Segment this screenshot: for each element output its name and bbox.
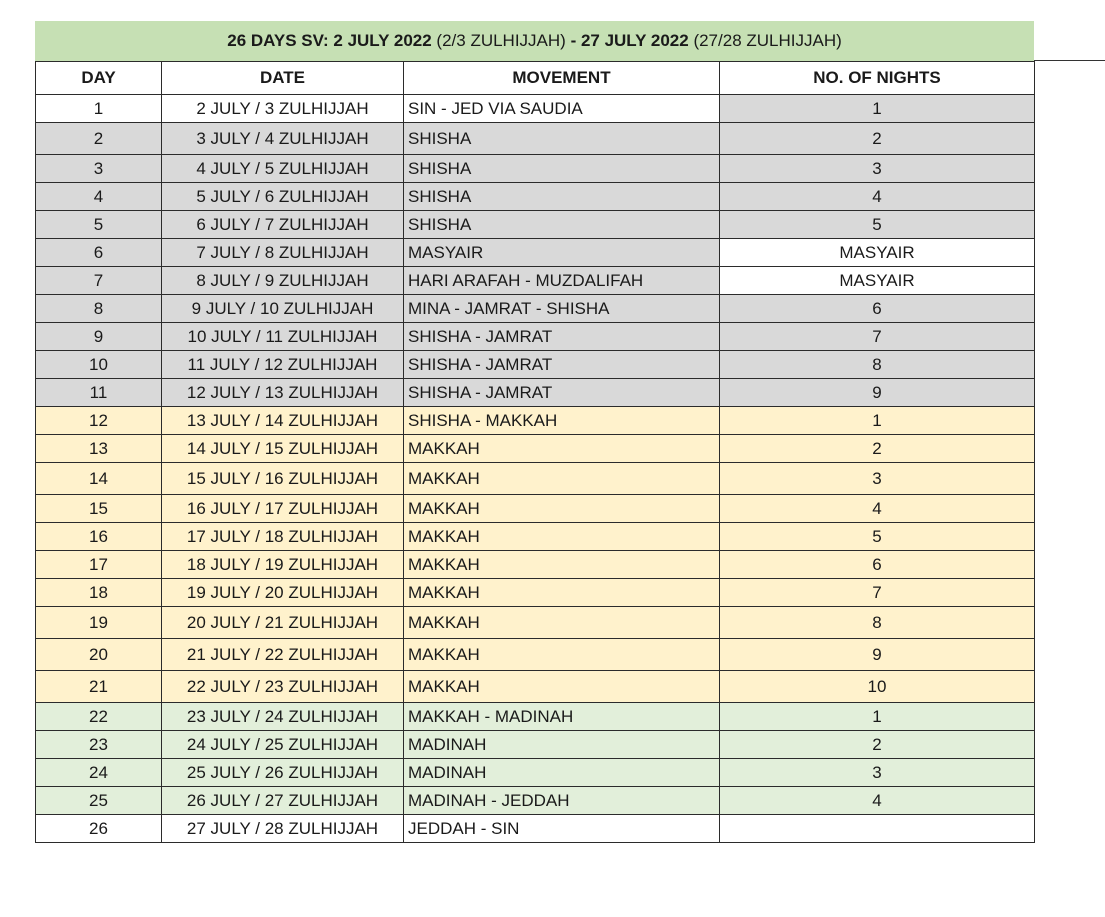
date-cell: 21 JULY / 22 ZULHIJJAH [162, 639, 404, 671]
table-row [36, 731, 1035, 759]
table-row [36, 435, 1035, 463]
movement-cell: MAKKAH [404, 639, 720, 671]
day-cell: 12 [36, 407, 162, 435]
date-cell: 6 JULY / 7 ZULHIJJAH [162, 211, 404, 239]
table-row [36, 671, 1035, 703]
nights-cell: 9 [720, 639, 1035, 671]
day-cell: 21 [36, 671, 162, 703]
table-row [36, 211, 1035, 239]
day-cell: 18 [36, 579, 162, 607]
movement-cell: MASYAIR [404, 239, 720, 267]
date-cell: 10 JULY / 11 ZULHIJJAH [162, 323, 404, 351]
table-row [36, 495, 1035, 523]
date-cell: 2 JULY / 3 ZULHIJJAH [162, 95, 404, 123]
day-cell: 9 [36, 323, 162, 351]
itinerary-sheet [35, 21, 1034, 843]
nights-cell: 2 [720, 123, 1035, 155]
nights-cell: 2 [720, 435, 1035, 463]
date-cell: 9 JULY / 10 ZULHIJJAH [162, 295, 404, 323]
date-cell: 15 JULY / 16 ZULHIJJAH [162, 463, 404, 495]
table-row [36, 155, 1035, 183]
date-cell: 16 JULY / 17 ZULHIJJAH [162, 495, 404, 523]
nights-cell: 5 [720, 523, 1035, 551]
nights-cell: 2 [720, 731, 1035, 759]
table-row [36, 239, 1035, 267]
date-cell: 11 JULY / 12 ZULHIJJAH [162, 351, 404, 379]
nights-cell: 3 [720, 155, 1035, 183]
day-cell: 20 [36, 639, 162, 671]
movement-cell: MAKKAH [404, 463, 720, 495]
itinerary-title [35, 21, 1034, 61]
nights-cell: 1 [720, 407, 1035, 435]
movement-cell: SHISHA - MAKKAH [404, 407, 720, 435]
nights-cell: 6 [720, 551, 1035, 579]
table-row [36, 551, 1035, 579]
movement-cell: MADINAH [404, 759, 720, 787]
title-start-date: 26 DAYS SV: 2 JULY 2022 [227, 31, 432, 50]
day-cell: 7 [36, 267, 162, 295]
movement-cell: SHISHA - JAMRAT [404, 379, 720, 407]
table-row [36, 295, 1035, 323]
nights-cell: 8 [720, 351, 1035, 379]
day-cell: 4 [36, 183, 162, 211]
movement-cell: MAKKAH - MADINAH [404, 703, 720, 731]
table-row [36, 123, 1035, 155]
table-row [36, 323, 1035, 351]
movement-cell: MINA - JAMRAT - SHISHA [404, 295, 720, 323]
table-row [36, 351, 1035, 379]
date-cell: 19 JULY / 20 ZULHIJJAH [162, 579, 404, 607]
table-row [36, 183, 1035, 211]
nights-cell: 1 [720, 95, 1035, 123]
day-cell: 6 [36, 239, 162, 267]
nights-cell: 4 [720, 183, 1035, 211]
day-cell: 25 [36, 787, 162, 815]
day-cell: 15 [36, 495, 162, 523]
table-row [36, 523, 1035, 551]
nights-cell: 10 [720, 671, 1035, 703]
movement-cell: SHISHA - JAMRAT [404, 323, 720, 351]
nights-cell: 1 [720, 703, 1035, 731]
day-cell: 26 [36, 815, 162, 843]
date-cell: 13 JULY / 14 ZULHIJJAH [162, 407, 404, 435]
nights-cell: 3 [720, 463, 1035, 495]
date-cell: 3 JULY / 4 ZULHIJJAH [162, 123, 404, 155]
table-row [36, 267, 1035, 295]
day-cell: 2 [36, 123, 162, 155]
title-start-hijri: (2/3 ZULHIJJAH) [431, 31, 571, 50]
date-cell: 7 JULY / 8 ZULHIJJAH [162, 239, 404, 267]
date-cell: 22 JULY / 23 ZULHIJJAH [162, 671, 404, 703]
movement-cell: SHISHA [404, 183, 720, 211]
day-cell: 11 [36, 379, 162, 407]
movement-cell: JEDDAH - SIN [404, 815, 720, 843]
table-row [36, 579, 1035, 607]
header-row [36, 62, 1035, 95]
date-cell: 17 JULY / 18 ZULHIJJAH [162, 523, 404, 551]
movement-cell: SHISHA - JAMRAT [404, 351, 720, 379]
day-cell: 14 [36, 463, 162, 495]
day-cell: 16 [36, 523, 162, 551]
table-row [36, 759, 1035, 787]
header-nights: NO. OF NIGHTS [720, 62, 1035, 95]
table-row [36, 95, 1035, 123]
day-cell: 24 [36, 759, 162, 787]
table-row [36, 815, 1035, 843]
date-cell: 8 JULY / 9 ZULHIJJAH [162, 267, 404, 295]
table-row [36, 703, 1035, 731]
day-cell: 22 [36, 703, 162, 731]
header-day: DAY [36, 62, 162, 95]
day-cell: 17 [36, 551, 162, 579]
movement-cell: MAKKAH [404, 523, 720, 551]
day-cell: 23 [36, 731, 162, 759]
date-cell: 24 JULY / 25 ZULHIJJAH [162, 731, 404, 759]
date-cell: 14 JULY / 15 ZULHIJJAH [162, 435, 404, 463]
nights-cell: 3 [720, 759, 1035, 787]
date-cell: 4 JULY / 5 ZULHIJJAH [162, 155, 404, 183]
day-cell: 19 [36, 607, 162, 639]
movement-cell: HARI ARAFAH - MUZDALIFAH [404, 267, 720, 295]
date-cell: 25 JULY / 26 ZULHIJJAH [162, 759, 404, 787]
movement-cell: SHISHA [404, 155, 720, 183]
movement-cell: MAKKAH [404, 607, 720, 639]
date-cell: 23 JULY / 24 ZULHIJJAH [162, 703, 404, 731]
movement-cell: MAKKAH [404, 435, 720, 463]
date-cell: 5 JULY / 6 ZULHIJJAH [162, 183, 404, 211]
movement-cell: SIN - JED VIA SAUDIA [404, 95, 720, 123]
nights-cell: 4 [720, 787, 1035, 815]
movement-cell: SHISHA [404, 123, 720, 155]
nights-cell: 5 [720, 211, 1035, 239]
nights-cell: 6 [720, 295, 1035, 323]
side-border-line [1034, 60, 1105, 61]
date-cell: 12 JULY / 13 ZULHIJJAH [162, 379, 404, 407]
header-movement: MOVEMENT [404, 62, 720, 95]
day-cell: 5 [36, 211, 162, 239]
table-row [36, 607, 1035, 639]
itinerary-table [35, 61, 1035, 843]
day-cell: 10 [36, 351, 162, 379]
nights-cell: 7 [720, 579, 1035, 607]
itinerary-rows [36, 95, 1035, 843]
table-row [36, 463, 1035, 495]
nights-cell: 9 [720, 379, 1035, 407]
movement-cell: SHISHA [404, 211, 720, 239]
date-cell: 20 JULY / 21 ZULHIJJAH [162, 607, 404, 639]
date-cell: 26 JULY / 27 ZULHIJJAH [162, 787, 404, 815]
nights-cell: 7 [720, 323, 1035, 351]
nights-cell: MASYAIR [720, 239, 1035, 267]
day-cell: 8 [36, 295, 162, 323]
movement-cell: MAKKAH [404, 551, 720, 579]
date-cell: 18 JULY / 19 ZULHIJJAH [162, 551, 404, 579]
date-cell: 27 JULY / 28 ZULHIJJAH [162, 815, 404, 843]
nights-cell [720, 815, 1035, 843]
movement-cell: MAKKAH [404, 495, 720, 523]
nights-cell: 8 [720, 607, 1035, 639]
movement-cell: MAKKAH [404, 579, 720, 607]
title-end-hijri: (27/28 ZULHIJJAH) [688, 31, 842, 50]
table-row [36, 787, 1035, 815]
table-row [36, 639, 1035, 671]
table-row [36, 379, 1035, 407]
movement-cell: MADINAH [404, 731, 720, 759]
table-row [36, 407, 1035, 435]
nights-cell: MASYAIR [720, 267, 1035, 295]
header-date: DATE [162, 62, 404, 95]
movement-cell: MAKKAH [404, 671, 720, 703]
day-cell: 13 [36, 435, 162, 463]
title-end-date: - 27 JULY 2022 [570, 31, 689, 50]
nights-cell: 4 [720, 495, 1035, 523]
day-cell: 3 [36, 155, 162, 183]
day-cell: 1 [36, 95, 162, 123]
movement-cell: MADINAH - JEDDAH [404, 787, 720, 815]
